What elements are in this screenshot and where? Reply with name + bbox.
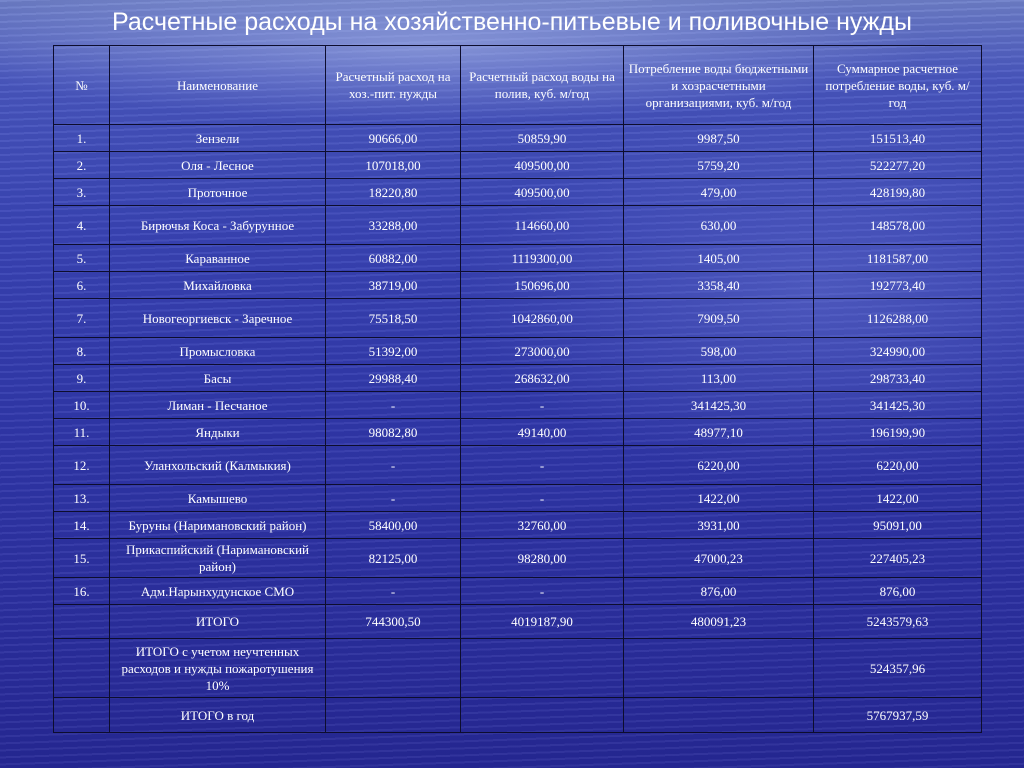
- table-row: [54, 206, 982, 245]
- cell-name: Промысловка: [110, 338, 326, 365]
- cell-total: 5243579,63: [814, 605, 982, 639]
- cell-total: 324990,00: [814, 338, 982, 365]
- cell-total: 6220,00: [814, 446, 982, 485]
- header-household: Расчетный расход на хоз.-пит. нужды: [326, 46, 461, 125]
- table-row: [54, 539, 982, 578]
- cell-total: 227405,23: [814, 539, 982, 578]
- cell-number: 6.: [54, 272, 110, 299]
- cell-household: 744300,50: [326, 605, 461, 639]
- table-body: [54, 125, 982, 733]
- cell-organizations: 876,00: [624, 578, 814, 605]
- cell-household: 51392,00: [326, 338, 461, 365]
- cell-total: 148578,00: [814, 206, 982, 245]
- cell-household: 60882,00: [326, 245, 461, 272]
- table-row: [54, 245, 982, 272]
- cell-total: 1422,00: [814, 485, 982, 512]
- header-number: №: [54, 46, 110, 125]
- cell-household: 90666,00: [326, 125, 461, 152]
- cell-organizations: 6220,00: [624, 446, 814, 485]
- cell-total: 298733,40: [814, 365, 982, 392]
- cell-irrigation: -: [461, 392, 624, 419]
- cell-organizations: 47000,23: [624, 539, 814, 578]
- slide-title: Расчетные расходы на хозяйственно-питьевые и поливочные нужды: [112, 8, 912, 36]
- cell-name: ИТОГО с учетом неучтенных расходов и нужды пожаротушения 10%: [110, 639, 326, 698]
- cell-number: [54, 639, 110, 698]
- cell-household: 107018,00: [326, 152, 461, 179]
- cell-household: 98082,80: [326, 419, 461, 446]
- table-row: [54, 365, 982, 392]
- cell-total: 151513,40: [814, 125, 982, 152]
- cell-irrigation: 273000,00: [461, 338, 624, 365]
- cell-organizations: 5759,20: [624, 152, 814, 179]
- cell-name: Бирючья Коса - Забурунное: [110, 206, 326, 245]
- table-row: [54, 419, 982, 446]
- cell-number: 13.: [54, 485, 110, 512]
- cell-household: 75518,50: [326, 299, 461, 338]
- cell-total: 1181587,00: [814, 245, 982, 272]
- cell-total: 95091,00: [814, 512, 982, 539]
- cell-name: Прикаспийский (Наримановский район): [110, 539, 326, 578]
- cell-total: 196199,90: [814, 419, 982, 446]
- cell-organizations: 1405,00: [624, 245, 814, 272]
- cell-number: [54, 605, 110, 639]
- table-row: [54, 512, 982, 539]
- cell-name: Оля - Лесное: [110, 152, 326, 179]
- table-row: [54, 299, 982, 338]
- cell-irrigation: 1119300,00: [461, 245, 624, 272]
- cell-name: Проточное: [110, 179, 326, 206]
- cell-name: Караванное: [110, 245, 326, 272]
- cell-number: 9.: [54, 365, 110, 392]
- cell-organizations: 598,00: [624, 338, 814, 365]
- cell-number: 4.: [54, 206, 110, 245]
- cell-name: ИТОГО в год: [110, 698, 326, 733]
- cell-name: Басы: [110, 365, 326, 392]
- cell-number: 3.: [54, 179, 110, 206]
- cell-number: 10.: [54, 392, 110, 419]
- table-row: [54, 152, 982, 179]
- cell-organizations: 341425,30: [624, 392, 814, 419]
- cell-irrigation: 32760,00: [461, 512, 624, 539]
- cell-organizations: 3931,00: [624, 512, 814, 539]
- cell-total: 522277,20: [814, 152, 982, 179]
- table-row: [54, 272, 982, 299]
- cell-household: 33288,00: [326, 206, 461, 245]
- table-row: [54, 446, 982, 485]
- cell-irrigation: 1042860,00: [461, 299, 624, 338]
- total-row: [54, 639, 982, 698]
- cell-name: Новогеоргиевск - Заречное: [110, 299, 326, 338]
- cell-total: 428199,80: [814, 179, 982, 206]
- cell-household: 38719,00: [326, 272, 461, 299]
- header-organizations: Потребление воды бюджетными и хозрасчетными организациями, куб. м/год: [624, 46, 814, 125]
- cell-household: 82125,00: [326, 539, 461, 578]
- cell-organizations: 1422,00: [624, 485, 814, 512]
- cell-name: Яндыки: [110, 419, 326, 446]
- cell-number: 2.: [54, 152, 110, 179]
- cell-number: 8.: [54, 338, 110, 365]
- cell-number: 14.: [54, 512, 110, 539]
- cell-name: ИТОГО: [110, 605, 326, 639]
- cell-organizations: 3358,40: [624, 272, 814, 299]
- cell-irrigation: 49140,00: [461, 419, 624, 446]
- cell-household: [326, 639, 461, 698]
- cell-name: Камышево: [110, 485, 326, 512]
- cell-organizations: 480091,23: [624, 605, 814, 639]
- cell-organizations: [624, 639, 814, 698]
- cell-irrigation: -: [461, 485, 624, 512]
- cell-irrigation: 98280,00: [461, 539, 624, 578]
- cell-number: [54, 698, 110, 733]
- cell-irrigation: 409500,00: [461, 152, 624, 179]
- cell-number: 1.: [54, 125, 110, 152]
- cell-total: 192773,40: [814, 272, 982, 299]
- cell-number: 11.: [54, 419, 110, 446]
- table-row: [54, 392, 982, 419]
- cell-irrigation: [461, 639, 624, 698]
- cell-household: [326, 698, 461, 733]
- cell-irrigation: -: [461, 578, 624, 605]
- cell-total: 341425,30: [814, 392, 982, 419]
- cell-organizations: 48977,10: [624, 419, 814, 446]
- cell-household: -: [326, 578, 461, 605]
- cell-irrigation: 268632,00: [461, 365, 624, 392]
- cell-irrigation: -: [461, 446, 624, 485]
- cell-name: Адм.Нарынхудунское СМО: [110, 578, 326, 605]
- cell-irrigation: 50859,90: [461, 125, 624, 152]
- cell-total: 1126288,00: [814, 299, 982, 338]
- cell-irrigation: 150696,00: [461, 272, 624, 299]
- cell-household: 29988,40: [326, 365, 461, 392]
- water-consumption-table: [53, 45, 982, 733]
- cell-irrigation: 114660,00: [461, 206, 624, 245]
- table-row: [54, 338, 982, 365]
- cell-name: Зензели: [110, 125, 326, 152]
- cell-irrigation: 4019187,90: [461, 605, 624, 639]
- cell-name: Лиман - Песчаное: [110, 392, 326, 419]
- table-row: [54, 578, 982, 605]
- cell-total: 876,00: [814, 578, 982, 605]
- cell-irrigation: 409500,00: [461, 179, 624, 206]
- cell-number: 5.: [54, 245, 110, 272]
- cell-household: 58400,00: [326, 512, 461, 539]
- cell-organizations: [624, 698, 814, 733]
- cell-number: 7.: [54, 299, 110, 338]
- cell-organizations: 113,00: [624, 365, 814, 392]
- cell-household: 18220,80: [326, 179, 461, 206]
- cell-name: Буруны (Наримановский район): [110, 512, 326, 539]
- cell-organizations: 630,00: [624, 206, 814, 245]
- cell-organizations: 9987,50: [624, 125, 814, 152]
- header-total: Суммарное расчетное потребление воды, куб. м/год: [814, 46, 982, 125]
- total-row: [54, 698, 982, 733]
- cell-organizations: 479,00: [624, 179, 814, 206]
- cell-organizations: 7909,50: [624, 299, 814, 338]
- header-name: Наименование: [110, 46, 326, 125]
- header-irrigation: Расчетный расход воды на полив, куб. м/год: [461, 46, 624, 125]
- cell-number: 12.: [54, 446, 110, 485]
- total-row: [54, 605, 982, 639]
- table-row: [54, 125, 982, 152]
- cell-total: 524357,96: [814, 639, 982, 698]
- table-row: [54, 485, 982, 512]
- header-row: [54, 46, 982, 125]
- table-row: [54, 179, 982, 206]
- cell-household: -: [326, 485, 461, 512]
- cell-household: -: [326, 392, 461, 419]
- cell-number: 15.: [54, 539, 110, 578]
- cell-name: Уланхольский (Калмыкия): [110, 446, 326, 485]
- cell-household: -: [326, 446, 461, 485]
- cell-number: 16.: [54, 578, 110, 605]
- cell-name: Михайловка: [110, 272, 326, 299]
- cell-irrigation: [461, 698, 624, 733]
- cell-total: 5767937,59: [814, 698, 982, 733]
